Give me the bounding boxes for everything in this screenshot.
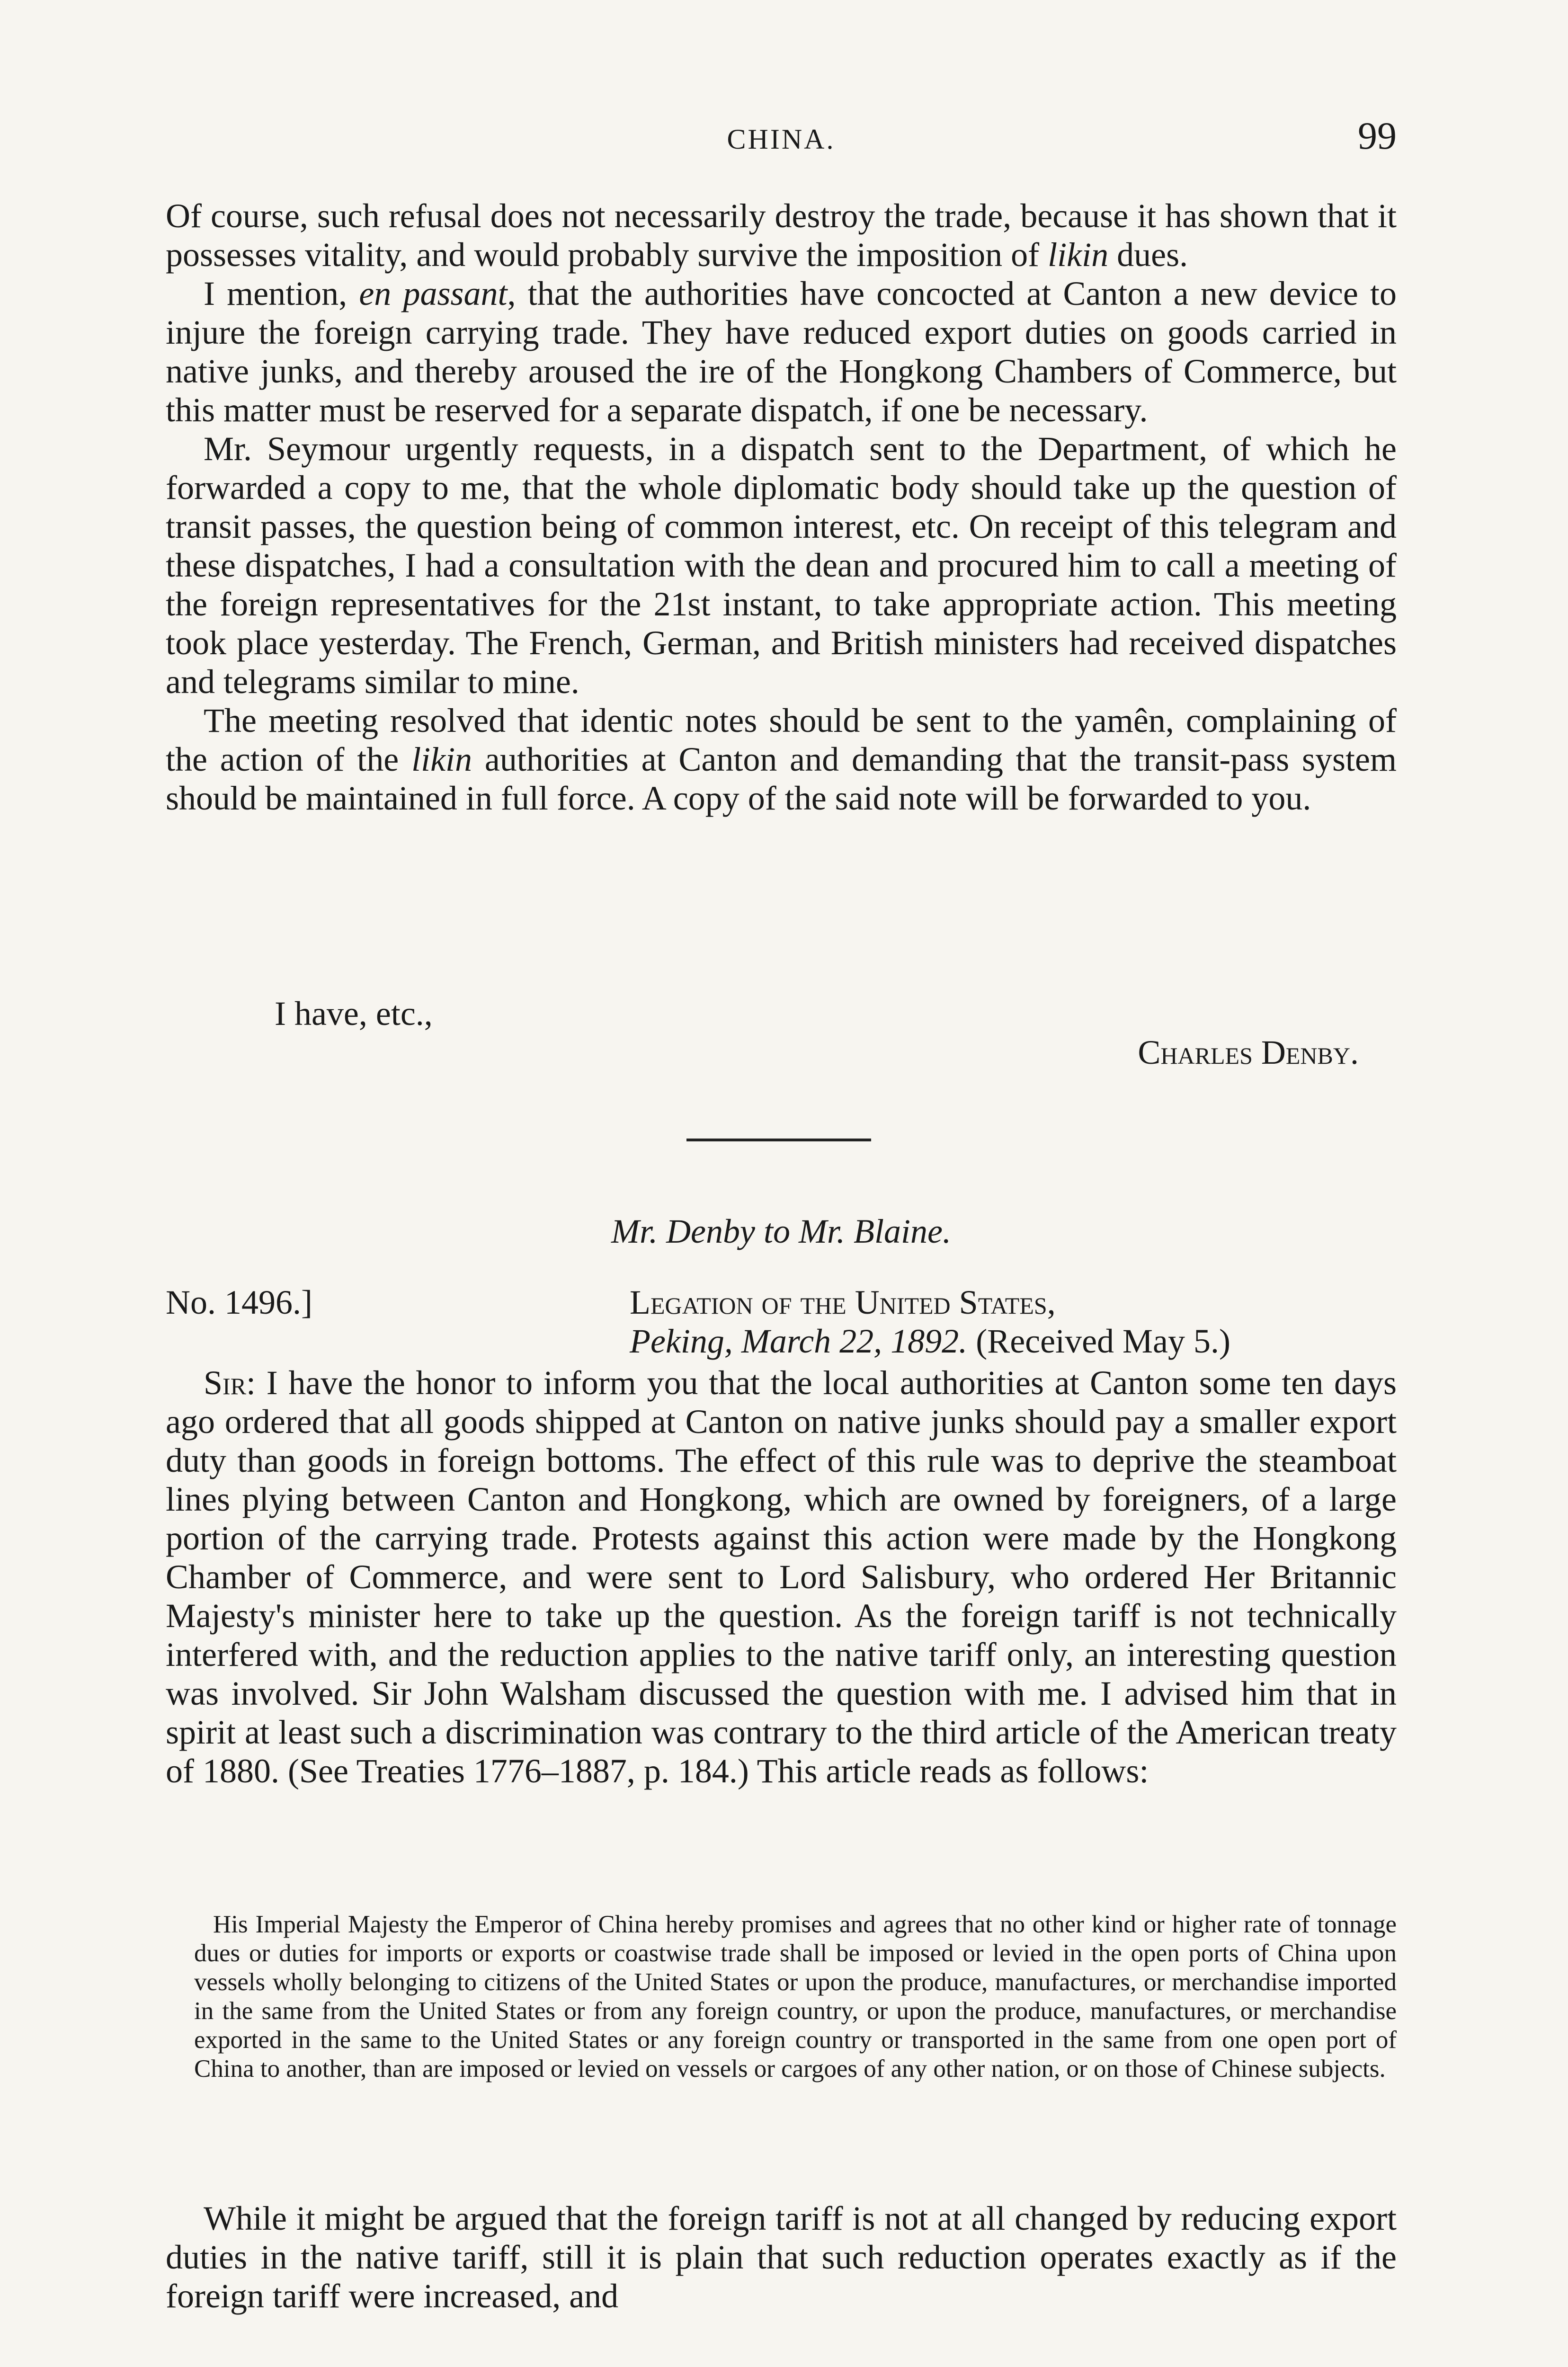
running-head [166,114,1397,156]
salutation: Sir: [204,1364,256,1402]
closing-line: I have, etc., [275,995,433,1032]
upper-text-block [166,196,1397,818]
letter-heading: Mr. Denby to Mr. Blaine. [611,1212,951,1250]
place-date: Peking, March 22, 1892. [630,1322,968,1360]
paragraph-2: I mention, en passant, that the authorities have concocted at Canton a new device to injure the foreign carrying trade. They have reduced export duties on goods carried in native junks, and thereby aroused the ire of the Hongkong Chambers of Commerce, but this matter must be reserved for a separate dispatch, if one be necessary. [166,275,1397,429]
running-title: CHINA. [727,124,836,155]
letter-continuation [166,2199,1397,2315]
letter-paragraph-1: Sir: I have the honor to inform you that the local authorities at Canton some ten days ago ordered that all goods shipped at Canton on native junks should pay a smaller export duty than goods in foreign bottoms. The effect of this rule was to deprive the steamboat lines plying between Canton and Hongkong, which are owned by foreigners, of a large portion of the carrying trade. Protests against this action were made by the Hongkong Chamber of Commerce, and were sent to Lord Salisbury, who ordered Her Britannic Majesty's minister here to take up the question. As the foreign tariff is not technically interfered with, and the reduction applies to the native tariff only, an interesting question was involved. Sir John Walsham discussed the question with me. I advised him that in spirit at least such a discrimination was contrary to the third article of the American treaty of 1880. (See Treaties 1776–1887, p. 184.) This article reads as follows: [166,1364,1397,1790]
paragraph-4: The meeting resolved that identic notes should be sent to the yamên, complaining of the action of the likin authorities at Canton and demanding that the transit-pass system should be maintained in full force. A copy of the said note will be forwarded to you. [166,702,1397,817]
quoted-treaty-article: His Imperial Majesty the Emperor of China hereby promises and agrees that no other kind or higher rate of tonnage dues or duties for imports or exports or coastwise trade shall be imposed or levied in the open ports of China upon vessels wholly belonging to citizens of the United States or upon the produce, manufactures, or merchandise imported in the same from the United States or from any foreign country, or upon the produce, manufactures, or merchandise exported in the same to the United States or any foreign country or transported in the same from one open port of China to another, than are imposed or levied on vessels or cargoes of any other nation, or on those of Chinese subjects. [194,1911,1397,2082]
paragraph-1: Of course, such refusal does not necessarily destroy the trade, because it has shown that it possesses vitality, and would probably survive the imposition of likin dues. [166,197,1397,274]
page-number: 99 [1358,114,1397,157]
document-number: No. 1496.] [166,1283,312,1321]
legation-line: Legation of the United States, [630,1283,1056,1321]
signature: Charles Denby. [1138,1033,1359,1071]
letter-body [166,1363,1397,1790]
section-divider [686,1139,871,1141]
letter-paragraph-2: While it might be argued that the foreign tariff is not at all changed by reducing export duties in the native tariff, still it is plain that such reduction operates exactly as if the foreign tariff were increased, and [166,2199,1397,2315]
place-date-line [630,1322,1230,1361]
received-date: (Received May 5.) [976,1322,1230,1360]
closing-block [166,994,1397,1072]
paragraph-3: Mr. Seymour urgently requests, in a dispatch sent to the Department, of which he forwarded a copy to me, that the whole diplomatic body should take up the question of transit passes, the question being of common interest, etc. On receipt of this telegram and these dispatches, I had a consultation with the dean and procured him to call a meeting of the foreign representatives for the 21st instant, to take appropriate action. This meeting took place yesterday. The French, German, and British ministers had received dispatches and telegrams similar to mine. [166,430,1397,701]
legation-block [630,1283,1230,1361]
